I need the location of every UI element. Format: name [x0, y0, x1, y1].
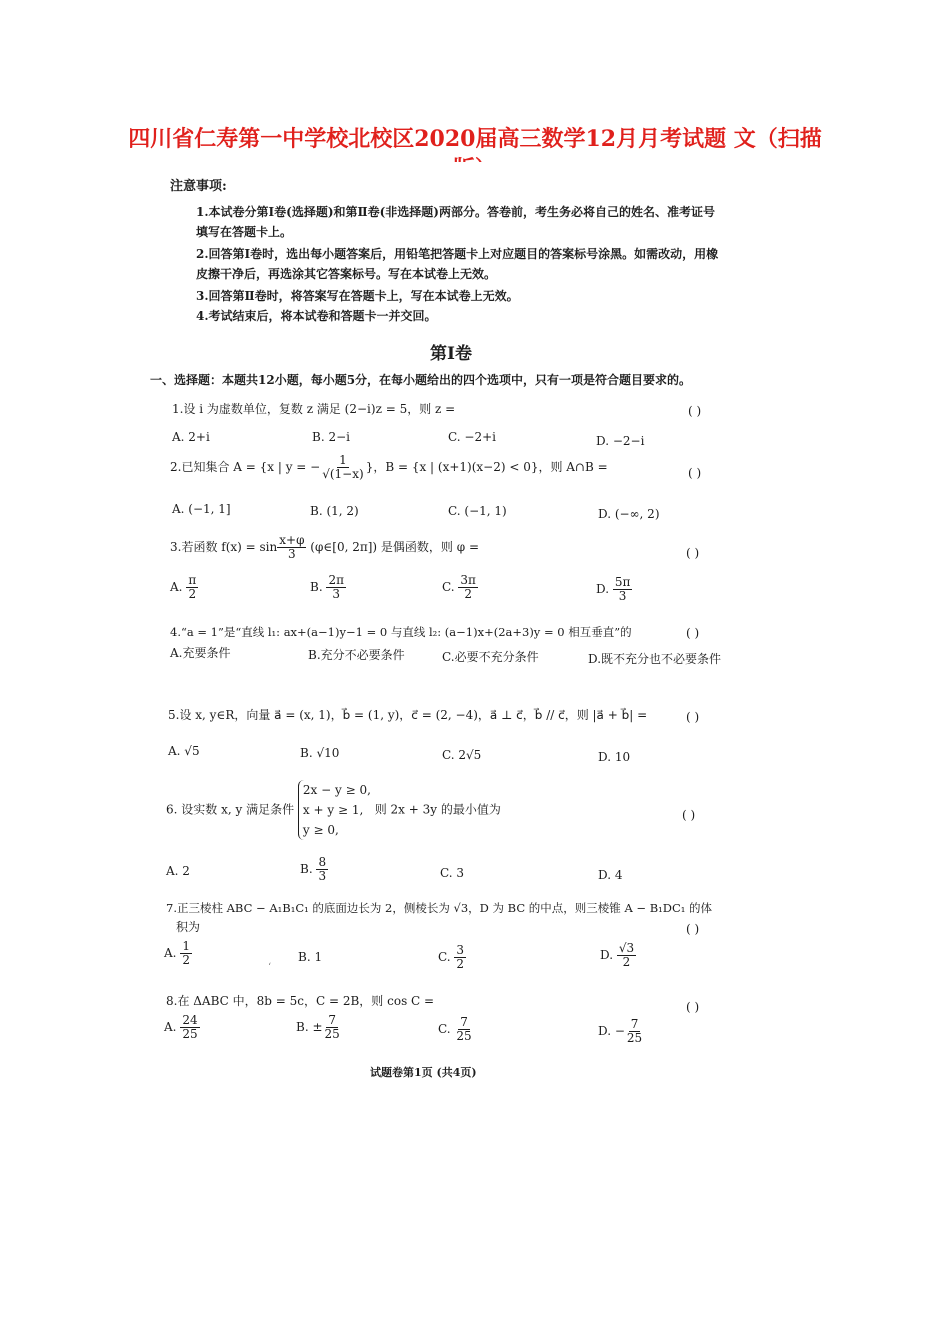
option-label: C. 3 — [440, 866, 465, 880]
fraction — [277, 534, 306, 561]
fraction-denominator: 2 — [464, 587, 472, 601]
fraction-denominator: √(1−x) — [322, 467, 364, 481]
fraction — [180, 1014, 199, 1041]
notice-heading: 注意事项: — [170, 179, 227, 194]
option-d — [600, 942, 636, 969]
answer-paren: ( ) — [686, 546, 700, 560]
page-footer: 试题卷第1页 (共4页) — [370, 1066, 477, 1079]
option-d — [598, 1018, 644, 1045]
option-label: B. — [310, 580, 323, 594]
option-d — [598, 868, 622, 882]
fraction-numerator: 24 — [182, 1013, 198, 1027]
fraction-denominator: 25 — [182, 1027, 198, 1041]
question-2-stem-text-b: }，B = {x | (x+1)(x−2) < 0}，则 A∩B = — [365, 460, 608, 474]
fraction-numerator: 2π — [328, 573, 344, 587]
volume-title: 第Ⅰ卷 — [430, 344, 472, 364]
fraction-denominator: 2 — [188, 587, 197, 601]
option-label: D. — [596, 582, 610, 596]
notice-item-2: 2.回答第Ⅰ卷时，选出每小题答案后，用铅笔把答题卡上对应题目的答案标号涂黑。如需改动，用橡皮擦干净后，再选涂其它答案标号。写在本试卷上无效。 — [196, 247, 719, 281]
option-a: A. (−1, 1] — [172, 502, 231, 516]
option-label: D. − — [598, 1024, 625, 1038]
question-3-stem-text-a: 3.若函数 f(x) = sin — [170, 540, 278, 554]
fraction-numerator: 8 — [318, 855, 327, 869]
document-title: 四川省仁寿第一中学校北校区2020届高三数学12月月考试题 文（扫描 — [128, 126, 822, 152]
fraction-denominator: 2 — [456, 957, 465, 971]
option-b: B. 2−i — [312, 430, 350, 444]
option-label: D. 4 — [598, 868, 623, 882]
option-label: A. — [164, 946, 177, 960]
fraction — [180, 940, 192, 967]
question-4-stem: 4.“a = 1”是“直线 l₁: ax+(a−1)y−1 = 0 与直线 l₂: (a−1)x+(2a+3)y = 0 相互垂直”的 — [170, 625, 632, 639]
option-c: C.必要不充分条件 — [442, 650, 539, 664]
option-a — [164, 940, 192, 967]
question-3-stem — [170, 534, 479, 561]
fraction — [320, 454, 365, 481]
question-6-stem — [166, 780, 501, 840]
fraction-numerator: 1 — [182, 939, 190, 953]
option-b — [298, 950, 322, 964]
inequality-line: 2x − y ≥ 0, — [302, 783, 371, 797]
option-a: A.充要条件 — [170, 646, 231, 660]
answer-paren: ( ) — [688, 466, 702, 480]
fraction-denominator: 25 — [626, 1031, 643, 1045]
option-d: D. −2−i — [596, 434, 645, 448]
option-b — [300, 856, 328, 883]
option-label: B. ± — [296, 1020, 323, 1034]
option-label: B. — [300, 862, 313, 876]
option-b — [310, 574, 346, 601]
fraction — [613, 576, 633, 603]
option-a — [166, 864, 190, 878]
option-c: C. (−1, 1) — [448, 504, 507, 518]
fraction-denominator: 2 — [622, 955, 631, 969]
option-label: C. — [442, 580, 455, 594]
option-a: A. 2+i — [172, 430, 210, 444]
fraction-denominator: 3 — [332, 587, 341, 601]
option-c — [438, 944, 466, 971]
fraction-numerator: 3π — [460, 573, 476, 587]
option-d — [596, 576, 632, 603]
notice-item-1: 1.本试卷分第Ⅰ卷(选择题)和第Ⅱ卷(非选择题)两部分。答卷前，考生务必将自己的姓名、准考证号填写在答题卡上。 — [196, 205, 715, 239]
fraction-denominator: 3 — [288, 547, 296, 561]
fraction — [326, 574, 346, 601]
option-a — [170, 574, 198, 601]
option-b: B. √10 — [300, 746, 340, 760]
option-label: B. 1 — [298, 950, 323, 964]
option-label: A. — [164, 1020, 177, 1034]
section-title: 一、选择题：本题共12小题，每小题5分，在每小题给出的四个选项中，只有一项是符合题目要求的。 — [150, 373, 692, 387]
fraction — [454, 1016, 473, 1043]
answer-paren: ( ) — [688, 404, 702, 418]
inequality-line: y ≥ 0, — [302, 823, 339, 837]
fraction-numerator: π — [188, 573, 197, 587]
inequality-system — [298, 780, 371, 840]
inequality-line: x + y ≥ 1, — [302, 803, 364, 817]
option-b: B.充分不必要条件 — [308, 648, 405, 662]
fraction-denominator: 3 — [618, 589, 627, 603]
option-label: C. — [438, 950, 451, 964]
fraction-numerator: 5π — [614, 575, 631, 589]
fraction — [617, 942, 636, 969]
answer-paren: ( ) — [686, 1000, 700, 1014]
fraction-numerator: 7 — [630, 1017, 639, 1031]
question-7-stem-continued: 积为 — [176, 920, 201, 934]
fraction — [458, 574, 478, 601]
fraction-denominator: 2 — [182, 953, 190, 967]
fraction-numerator: 3 — [456, 943, 465, 957]
fraction — [186, 574, 198, 601]
option-c — [442, 574, 478, 601]
question-2-stem — [170, 454, 608, 481]
option-label: A. 2 — [166, 864, 190, 878]
question-6-stem-text-a: 6. 设实数 x, y 满足条件 — [166, 802, 295, 817]
option-c: C. 2√5 — [442, 748, 482, 762]
question-2-stem-text-a: 2.已知集合 A = {x | y = − — [170, 460, 321, 474]
option-c — [438, 1016, 474, 1043]
fraction — [625, 1018, 644, 1045]
notice-item-3: 3.回答第Ⅱ卷时，将答案写在答题卡上，写在本试卷上无效。 — [196, 289, 519, 303]
answer-paren: ( ) — [686, 710, 700, 724]
option-label: D. — [600, 948, 614, 962]
scan-speck: ‘ — [268, 962, 272, 973]
option-a: A. √5 — [168, 744, 200, 758]
answer-paren: ( ) — [682, 808, 696, 822]
fraction-denominator: 25 — [324, 1027, 340, 1041]
fraction-denominator: 3 — [318, 869, 327, 883]
scanned-exam-page — [150, 162, 740, 1092]
fraction — [323, 1014, 342, 1041]
fraction-denominator: 25 — [456, 1029, 472, 1043]
option-d: D. 10 — [598, 750, 631, 764]
fraction-numerator: 1 — [339, 453, 347, 467]
option-c — [440, 866, 464, 880]
fraction-numerator: √3 — [618, 941, 635, 955]
option-d: D.既不充分也不必要条件 — [588, 652, 722, 666]
option-label: C. — [438, 1022, 451, 1036]
option-c: C. −2+i — [448, 430, 496, 444]
question-8-stem: 8.在 ΔABC 中，8b = 5c，C = 2B，则 cos C = — [166, 994, 435, 1008]
option-b: B. (1, 2) — [310, 504, 359, 518]
option-a — [164, 1014, 200, 1041]
notice-item-4: 4.考试结束后，将本试卷和答题卡一并交回。 — [196, 309, 437, 323]
fraction-numerator: x+φ — [279, 533, 305, 547]
answer-paren: ( ) — [686, 922, 700, 936]
fraction-numerator: 7 — [328, 1013, 336, 1027]
fraction — [316, 856, 328, 883]
question-5-stem: 5.设 x, y∈R，向量 a⃗ = (x, 1)，b⃗ = (1, y)，c⃗ = (2, −4)，a⃗ ⊥ c⃗，b⃗ // c⃗，则 |a⃗ + b⃗| = — [168, 708, 648, 722]
option-b — [296, 1014, 342, 1041]
question-6-stem-text-b: 则 2x + 3y 的最小值为 — [374, 802, 501, 817]
option-d: D. (−∞, 2) — [598, 507, 660, 521]
option-label: A. — [170, 580, 183, 594]
question-7-stem: 7.正三棱柱 ABC − A₁B₁C₁ 的底面边长为 2，侧棱长为 √3，D 为 BC 的中点，则三棱锥 A − B₁DC₁ 的体 — [166, 901, 713, 915]
answer-paren: ( ) — [686, 626, 700, 640]
fraction — [454, 944, 466, 971]
question-1-stem: 1.设 i 为虚数单位，复数 z 满足 (2−i)z = 5，则 z = — [172, 402, 456, 416]
fraction-numerator: 7 — [460, 1015, 468, 1029]
question-3-stem-text-b: (φ∈[0, 2π]) 是偶函数，则 φ = — [306, 540, 479, 554]
